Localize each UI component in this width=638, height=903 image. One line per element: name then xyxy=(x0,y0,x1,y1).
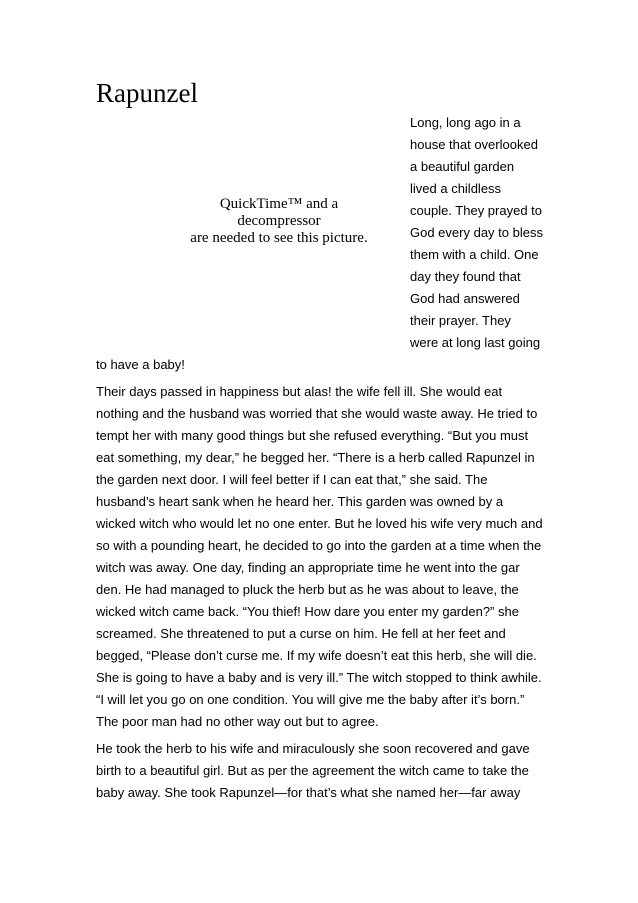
side-column-line: them with a child. One xyxy=(410,247,539,262)
placeholder-line: are needed to see this picture. xyxy=(190,230,368,246)
side-column-line: were at long last going xyxy=(410,335,541,350)
placeholder-line: decompressor xyxy=(237,213,321,229)
paragraph xyxy=(96,354,566,376)
paragraph-line: begged, “Please don’t curse me. If my wife doesn’t eat this herb, she will die. xyxy=(96,648,537,663)
side-column-line: day they found that xyxy=(410,269,521,284)
side-column-line: a beautiful garden xyxy=(410,159,515,174)
paragraph-line: He took the herb to his wife and miraculously she soon recovered and gave xyxy=(96,741,530,756)
side-column-line: couple. They prayed to xyxy=(410,203,543,218)
missing-image-placeholder xyxy=(150,196,408,247)
side-column-line: Long, long ago in a xyxy=(410,115,521,130)
side-column-line: lived a childless xyxy=(410,181,502,196)
body-text xyxy=(96,354,566,809)
placeholder-line: QuickTime™ and a xyxy=(219,196,339,212)
paragraph-line: Their days passed in happiness but alas! the wife fell ill. She would eat xyxy=(96,384,503,399)
paragraph-line: eat something, my dear,” he begged her. “There is a herb called Rapunzel in xyxy=(96,450,535,465)
side-column-line: their prayer. They xyxy=(410,313,511,328)
side-column-line: God every day to bless xyxy=(410,225,543,240)
document-title: Rapunzel xyxy=(96,78,198,108)
paragraph-line: to have a baby! xyxy=(96,357,185,372)
paragraph xyxy=(96,381,566,733)
paragraph-line: baby away. She took Rapunzel—for that’s what she named her—far away xyxy=(96,785,521,800)
paragraph xyxy=(96,738,566,804)
paragraph-line: the garden next door. I will feel better if I can eat that,” she said. The xyxy=(96,472,488,487)
side-column-line: God had answered xyxy=(410,291,520,306)
paragraph-line: She is going to have a baby and is very ill.” The witch stopped to think awhile. xyxy=(96,670,542,685)
paragraph-line: den. He had managed to pluck the herb but as he was about to leave, the xyxy=(96,582,519,597)
paragraph-line: “I will let you go on one condition. You will give me the baby after it’s born.” xyxy=(96,692,525,707)
paragraph-line: so with a pounding heart, he decided to go into the garden at a time when the xyxy=(96,538,542,553)
paragraph-line: The poor man had no other way out but to agree. xyxy=(96,714,379,729)
paragraph-line: birth to a beautiful girl. But as per the agreement the witch came to take the xyxy=(96,763,529,778)
paragraph-line: screamed. She threatened to put a curse on him. He fell at her feet and xyxy=(96,626,506,641)
side-column-line: house that overlooked xyxy=(410,137,538,152)
side-column-text xyxy=(410,112,560,354)
paragraph-line: nothing and the husband was worried that she would waste away. He tried to xyxy=(96,406,538,421)
paragraph-line: witch was away. One day, finding an appropriate time he went into the gar xyxy=(96,560,520,575)
paragraph-line: husband’s heart sank when he heard her. This garden was owned by a xyxy=(96,494,504,509)
paragraph-line: wicked witch came back. “You thief! How dare you enter my garden?” she xyxy=(96,604,519,619)
paragraph-line: tempt her with many good things but she refused everything. “But you must xyxy=(96,428,529,443)
paragraph-line: wicked witch who would let no one enter. But he loved his wife very much and xyxy=(96,516,543,531)
